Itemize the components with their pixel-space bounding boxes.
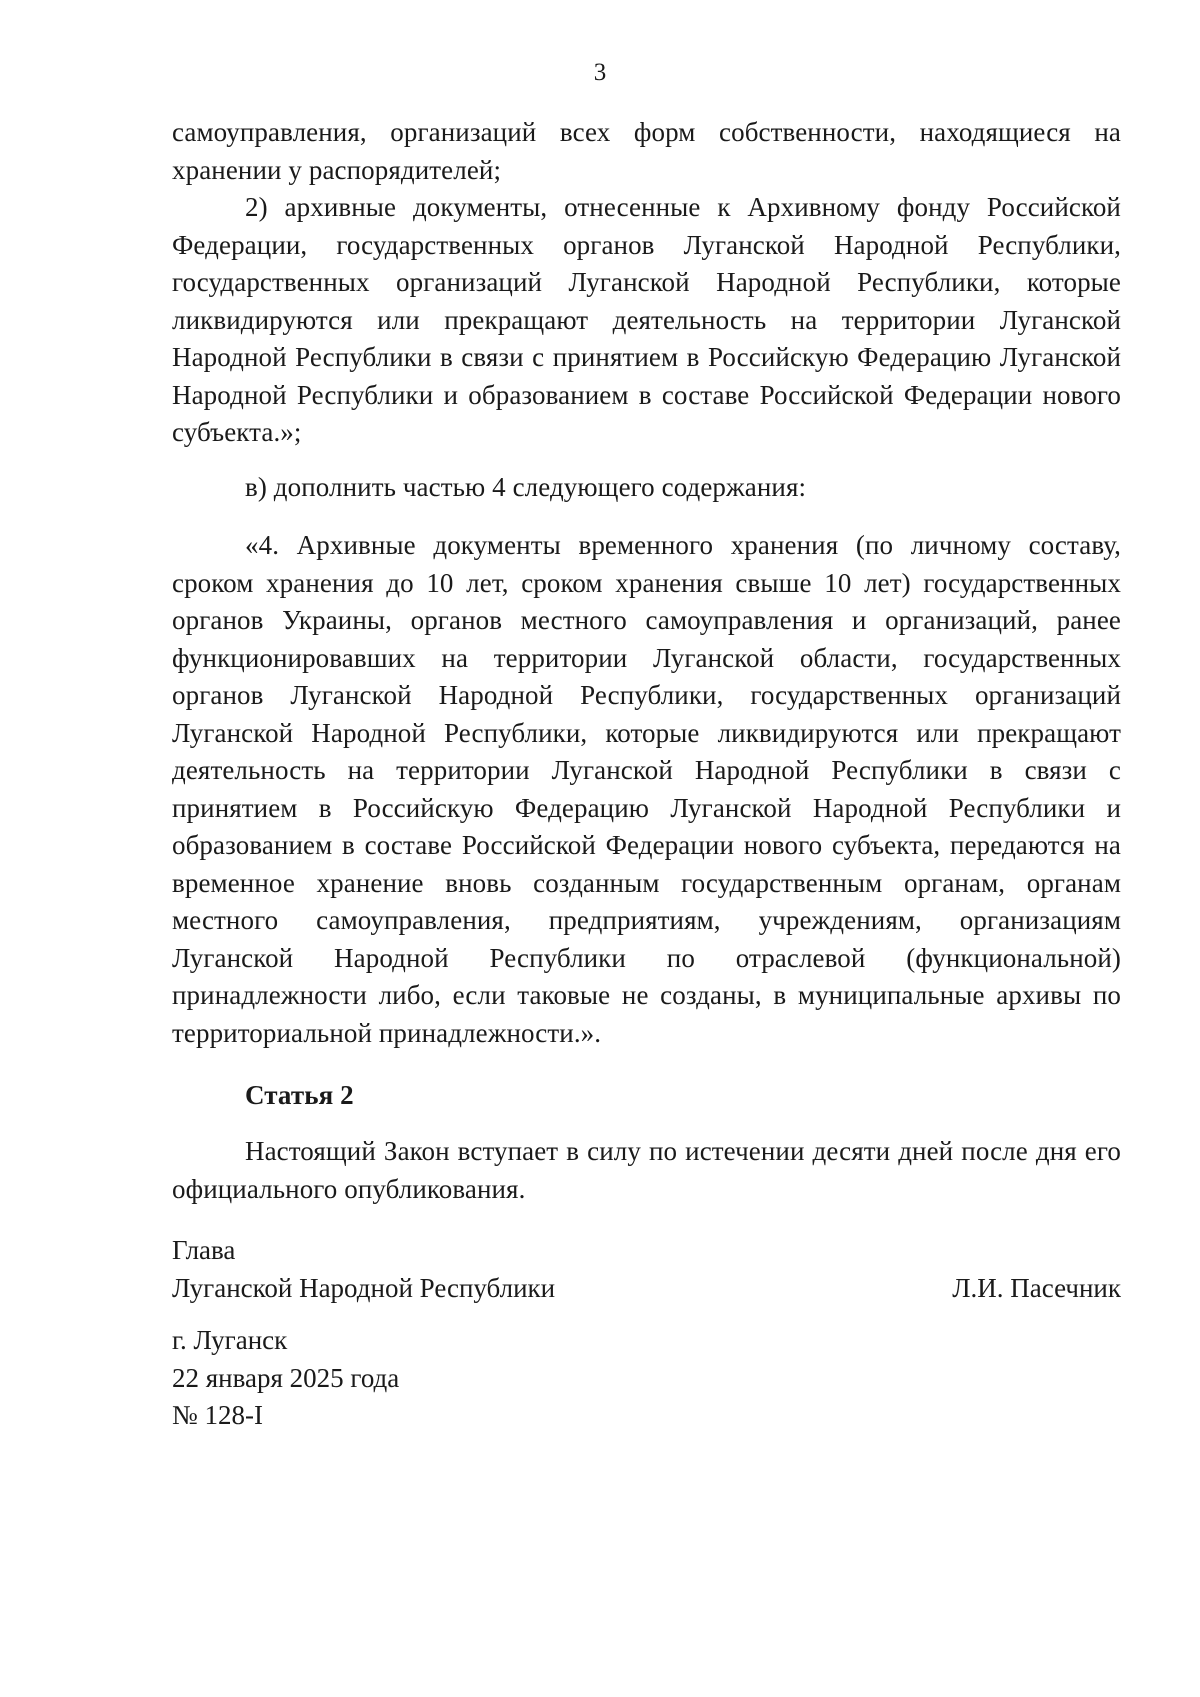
law-number: № 128-I	[172, 1400, 263, 1430]
city: г. Луганск	[172, 1325, 288, 1355]
article-heading	[172, 1077, 1121, 1115]
signature-block	[172, 1232, 1121, 1307]
paragraph-amendment-v	[172, 469, 1121, 507]
signatory-row	[172, 1270, 1121, 1308]
signatory-name: Л.И. Пасечник	[952, 1272, 1121, 1303]
paragraph-entry-into-force	[172, 1133, 1121, 1208]
paragraph-continuation	[172, 114, 1121, 189]
page-number: 3	[593, 59, 607, 86]
paragraph-part-4	[172, 527, 1121, 1052]
paragraph-text: самоуправления, организаций всех форм собственности, находящиеся на хранении у распорядителей;	[172, 117, 1121, 185]
paragraph-text: Настоящий Закон вступает в силу по истечении десяти дней после дня его официального опубликования.	[172, 1136, 1121, 1204]
date: 22 января 2025 года	[172, 1362, 400, 1393]
paragraph-text: в) дополнить частью 4 следующего содержания:	[245, 472, 807, 502]
place-date-block	[172, 1322, 399, 1435]
article-heading-text: Статья 2	[245, 1080, 354, 1110]
paragraph-item-2	[172, 189, 1121, 452]
signatory-title-line2: Луганской Народной Республики	[172, 1272, 556, 1303]
signatory-title-line1: Глава	[172, 1235, 236, 1265]
paragraph-text: «4. Архивные документы временного хранения (по личному составу, сроком хранения до 10 лет, сроком хранения свыше 10 лет) государственных органов Украины, органов местного самоуправления и организаций, ранее функционировавших на территории Луганской области, государственных органов Луганской Народной Республики, государственных организаций Луганской Народной Республики, которые ликвидируются или прекращают деятельность на территории Луганской Народной Республики в связи с принятием в Российскую Федерацию Луганской Народной Республики и образованием в составе Российской Федерации нового субъекта, передаются на временное хранение вновь созданным государственным органам, органам местного самоуправления, предприятиям, учреждениям, организациям Луганской Народной Республики по отраслевой (функциональной) принадлежности либо, если таковые не созданы, в муниципальные архивы по территориальной принадлежности.».	[172, 530, 1121, 1048]
paragraph-text: 2) архивные документы, отнесенные к Архивному фонду Российской Федерации, государственных органов Луганской Народной Республики, государственных организаций Луганской Народной Республики, которые ликвидируются или прекращают деятельность на территории Луганской Народной Республики в связи с принятием в Российскую Федерацию Луганской Народной Республики и образованием в составе Российской Федерации нового субъекта.»;	[172, 192, 1121, 447]
